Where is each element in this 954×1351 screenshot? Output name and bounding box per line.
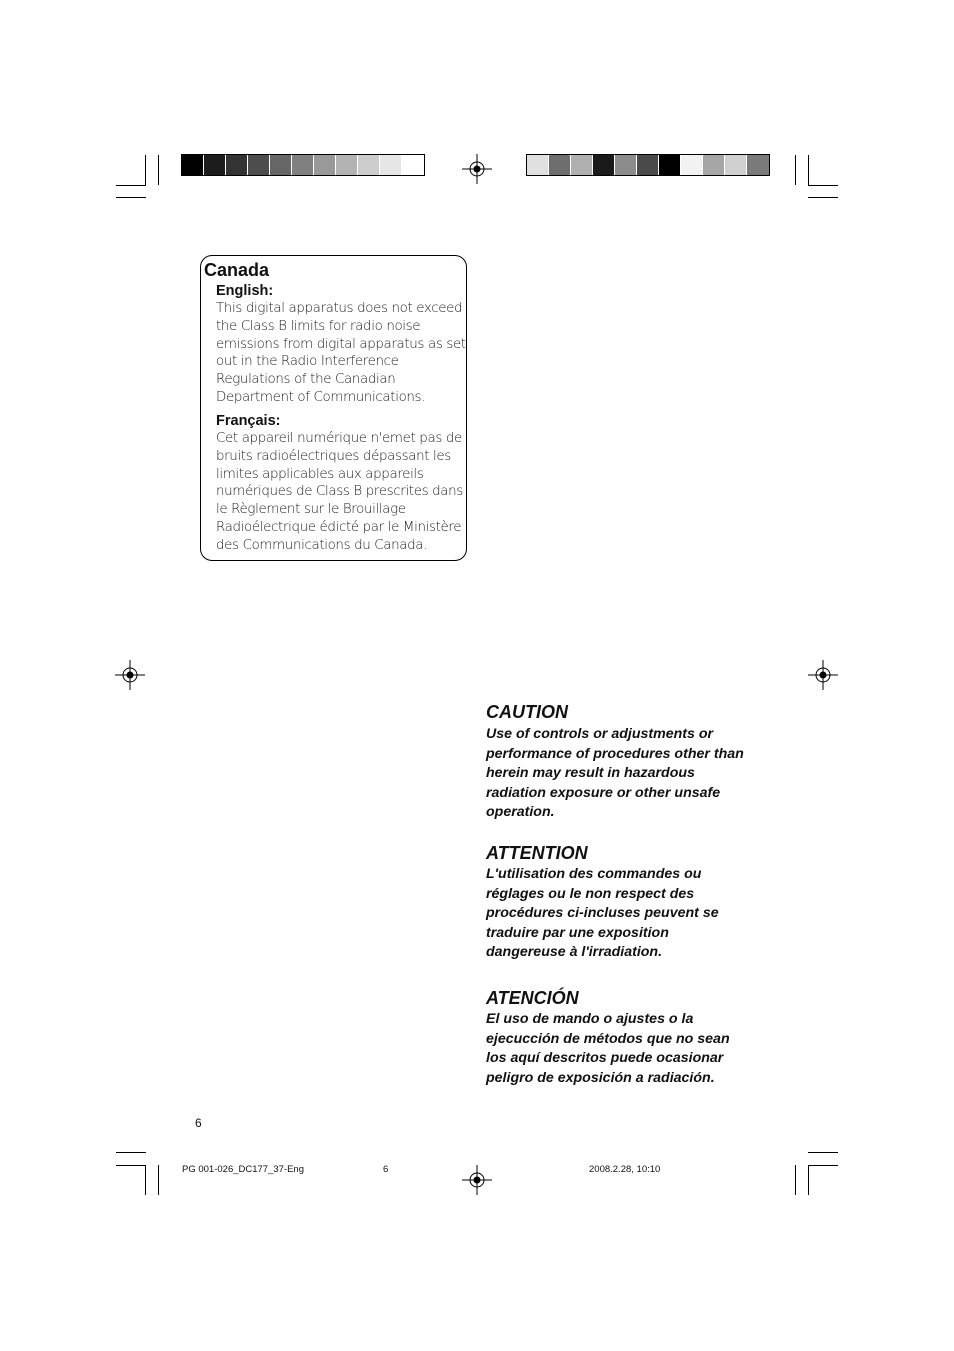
color-swatch [747, 155, 769, 175]
color-swatch [659, 155, 681, 175]
crop-mark [116, 1152, 146, 1153]
color-swatch [248, 155, 270, 175]
atencion-heading: ATENCIÓN [486, 988, 579, 1008]
canada-title: Canada [204, 260, 270, 280]
color-swatch [571, 155, 593, 175]
attention-heading: ATTENTION [486, 843, 588, 863]
color-swatch [637, 155, 659, 175]
color-swatch [358, 155, 380, 175]
crop-mark [145, 155, 146, 185]
footer-file-name: PG 001-026_DC177_37-Eng [182, 1164, 305, 1175]
color-calibration-bar-left [181, 154, 425, 176]
crop-mark [808, 1152, 838, 1153]
caution-text: Use of controls or adjustments or performance of procedures other than herein may result in hazardous radiation exposure or other unsafe operation. [486, 726, 744, 820]
color-swatch [527, 155, 549, 175]
registration-mark-icon [462, 1165, 492, 1195]
crop-mark [808, 155, 809, 185]
english-heading: English: [216, 283, 274, 299]
color-calibration-bar-right [526, 154, 770, 176]
atencion-text: El uso de mando o ajustes o la ejecucción de métodos que no sean los aquí descritos puede ocasionar peligro de exposición a radiación. [486, 1011, 730, 1086]
color-swatch [292, 155, 314, 175]
color-swatch [182, 155, 204, 175]
crop-mark [795, 155, 796, 185]
french-heading: Français: [216, 413, 281, 429]
registration-mark-icon [808, 660, 838, 690]
color-swatch [314, 155, 336, 175]
crop-mark [116, 1165, 146, 1166]
color-swatch [402, 155, 424, 175]
french-text: Cet appareil numérique n'emet pas de bruits radioélectriques dépassant les limites applicables aux appareils numériques de Class B prescrites dans le Règlement sur le Brouillage Radioélectrique édicté par le Ministère des Communications du Canada. [216, 431, 463, 553]
english-text: This digital apparatus does not exceed the Class B limits for radio noise emissions from digital apparatus as set out in the Radio Interference Regulations of the Canadian Department of Communications. [216, 301, 466, 405]
crop-mark [808, 1165, 838, 1166]
color-swatch [336, 155, 358, 175]
color-swatch [549, 155, 571, 175]
footer-date: 2008.2.28, 10:10 [589, 1164, 661, 1175]
crop-mark [808, 185, 838, 186]
crop-mark [145, 1165, 146, 1195]
color-swatch [725, 155, 747, 175]
color-swatch [681, 155, 703, 175]
color-swatch [270, 155, 292, 175]
crop-mark [158, 1165, 159, 1195]
crop-mark [808, 1165, 809, 1195]
caution-heading: CAUTION [486, 702, 568, 722]
color-swatch [226, 155, 248, 175]
footer-page: 6 [383, 1164, 389, 1175]
crop-mark [795, 1165, 796, 1195]
crop-mark [808, 197, 838, 198]
registration-mark-icon [462, 154, 492, 184]
color-swatch [204, 155, 226, 175]
page-number: 6 [195, 1116, 202, 1130]
crop-mark [158, 155, 159, 185]
color-swatch [703, 155, 725, 175]
color-swatch [593, 155, 615, 175]
color-swatch [380, 155, 402, 175]
attention-text: L'utilisation des commandes ou réglages ou le non respect des procédures ci-incluses peuvent se traduire par une exposition dangereuse à l'irradiation. [486, 866, 719, 960]
crop-mark [116, 185, 146, 186]
crop-mark [116, 197, 146, 198]
registration-mark-icon [115, 660, 145, 690]
color-swatch [615, 155, 637, 175]
